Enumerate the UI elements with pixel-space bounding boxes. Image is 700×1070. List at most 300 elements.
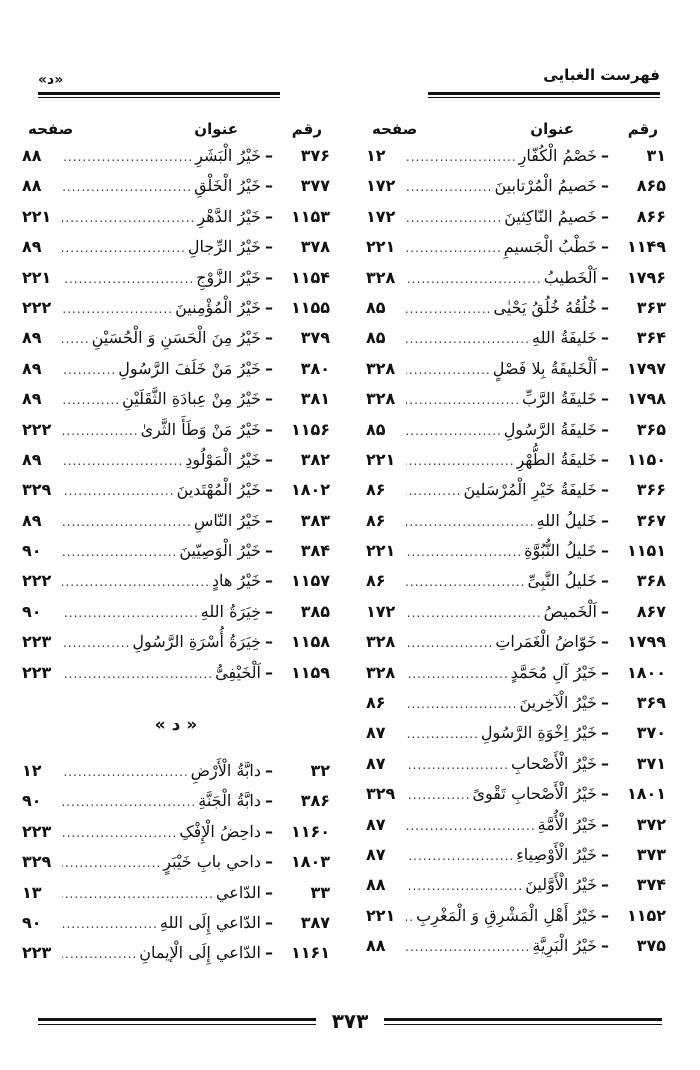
entry-title: خَیْرُ الْأَوْصِیاءِ [516, 844, 597, 864]
leader-dots [62, 332, 90, 346]
entry-title: دابَّةُ الْجَنَّةِ [198, 791, 261, 811]
footer-rule-thin [384, 1024, 662, 1025]
entry-page: ۸۷ [366, 814, 386, 834]
leader-dots [62, 150, 193, 164]
index-entry [22, 298, 330, 328]
entry-number: ۳۷۷ [300, 176, 330, 196]
entry-dash: – [601, 176, 609, 196]
entry-number: ۱۱۴۹ [626, 237, 666, 257]
entry-dash: – [601, 875, 609, 895]
leader-dots [62, 667, 213, 681]
entry-number: ۱۱۵۹ [290, 662, 330, 682]
index-entry [366, 936, 666, 966]
entry-number: ۱۱۵۳ [290, 206, 330, 226]
entry-title: خَیْرُ الْبَرِیَّةِ [532, 936, 597, 956]
index-entry [366, 268, 666, 298]
index-entry [22, 913, 330, 943]
running-header-section-marker: «د» [38, 72, 64, 88]
entry-page: ۲۲۳ [22, 632, 52, 652]
entry-number: ۳۳ [310, 882, 330, 902]
entry-dash: – [265, 791, 273, 811]
entry-number: ۳۶۹ [636, 693, 666, 713]
leader-dots [62, 917, 158, 931]
entry-number: ۳۷۲ [636, 814, 666, 834]
entry-page: ۸۸ [22, 146, 42, 165]
entry-dash: – [265, 328, 273, 348]
index-entry [22, 883, 330, 913]
entry-title: خَیْرُ الْوَصِیّینَ [179, 541, 261, 561]
entry-number: ۳۶۳ [636, 297, 666, 317]
column-header-number: رقم [291, 120, 322, 138]
index-entry [22, 602, 330, 632]
leader-dots [62, 636, 130, 650]
header-rule-thin [428, 97, 660, 98]
entry-dash: – [601, 662, 609, 682]
leader-dots [406, 302, 491, 316]
leader-dots [406, 484, 461, 498]
entry-dash: – [265, 419, 273, 439]
leader-dots [62, 515, 192, 529]
leader-dots [406, 424, 502, 438]
entry-dash: – [601, 419, 609, 439]
entry-page: ۳۲۸ [366, 358, 396, 378]
entry-title: الدّاعي إِلَی اللهِ [159, 912, 261, 932]
entry-page: ۳۲۹ [366, 784, 396, 804]
entry-dash: – [265, 297, 273, 317]
index-entry [22, 663, 330, 693]
leader-dots [406, 454, 515, 468]
entry-page: ۳۲۸ [366, 662, 396, 682]
entry-page: ۹۰ [22, 541, 42, 561]
entry-title: خِیَرَةُ أُسْرَةِ الرَّسُولِ [132, 632, 261, 652]
entry-title: خَیْرُ آلِ مُحَمَّدٍ [510, 662, 597, 682]
entry-title: خَلیفَةُ الرَّبِّ [522, 389, 597, 409]
entry-title: خَصیمُ الْمُرْتابینَ [494, 176, 597, 196]
section-spacer [22, 693, 330, 707]
entry-title: خَیْرُ الرِّجالِ [187, 237, 261, 257]
entry-number: ۳۸۷ [300, 912, 330, 932]
entry-page: ۹۰ [22, 601, 42, 621]
entry-page: ۸۵ [366, 328, 386, 348]
leader-dots [406, 211, 502, 225]
entry-number: ۳۷۳ [636, 844, 666, 864]
entry-dash: – [601, 541, 609, 561]
entry-number: ۳۷۶ [300, 146, 330, 165]
entry-page: ۸۹ [22, 449, 42, 469]
entry-title: خَیْرُ مَنْ خَلَفَ الرَّسُولِ [118, 358, 261, 378]
entry-dash: – [601, 510, 609, 530]
entry-dash: – [265, 761, 273, 781]
entry-number: ۱۱۵۴ [290, 267, 330, 287]
index-entry [366, 480, 666, 510]
leader-dots [406, 393, 520, 407]
entry-title: خَلیلُ النَّبِیِّ [527, 571, 597, 591]
entry-number: ۱۱۶۰ [290, 821, 330, 841]
entry-page: ۱۷۲ [366, 206, 396, 226]
entry-page: ۸۶ [366, 510, 386, 530]
entry-dash: – [265, 662, 273, 682]
entry-number: ۱۸۰۱ [626, 784, 666, 804]
entry-dash: – [601, 267, 609, 287]
entry-title: خَیْرُ الدَّهْرِ [197, 206, 261, 226]
index-entry [366, 906, 666, 936]
entry-page: ۱۷۲ [366, 601, 396, 621]
entry-page: ۲۲۱ [366, 449, 396, 469]
entry-page: ۸۶ [366, 571, 386, 591]
entry-page: ۲۲۱ [22, 267, 52, 287]
entry-title: خَلیفَةُ خَیْرِ الْمُرْسَلینَ [463, 480, 597, 500]
entry-number: ۳۸۳ [300, 510, 330, 530]
index-entry [22, 511, 330, 541]
leader-dots [62, 765, 189, 779]
index-entry [22, 389, 330, 419]
leader-dots [62, 393, 120, 407]
entry-title: اَلْخَطیبُ [543, 267, 597, 287]
entry-dash: – [601, 693, 609, 713]
entry-dash: – [601, 449, 609, 469]
entry-dash: – [601, 237, 609, 257]
entry-number: ۳۷۱ [636, 753, 666, 773]
column-header [22, 118, 330, 146]
leader-dots [62, 424, 139, 438]
entry-number: ۱۱۵۱ [626, 541, 666, 561]
entry-page: ۳۲۹ [22, 852, 52, 872]
leader-dots [406, 332, 530, 346]
entry-number: ۳۶۸ [636, 571, 666, 591]
entry-title: خَیْرُ أَهْلِ الْمَشْرِقِ وَ الْمَغْرِبِ [416, 905, 597, 925]
entry-page: ۸۸ [22, 176, 42, 196]
index-entry [366, 845, 666, 875]
entry-number: ۳۸۰ [300, 358, 330, 378]
entry-page: ۲۲۲ [22, 297, 52, 317]
entry-number: ۱۱۵۰ [626, 449, 666, 469]
entry-dash: – [601, 358, 609, 378]
entry-number: ۸۶۵ [636, 176, 666, 196]
entry-page: ۳۲۸ [366, 267, 396, 287]
entry-number: ۸۶۷ [636, 601, 666, 621]
index-entry [366, 298, 666, 328]
entry-page: ۸۹ [22, 358, 42, 378]
entry-page: ۸۹ [22, 237, 42, 257]
page-number: ۳۷۳ [331, 1009, 369, 1033]
entry-number: ۳۷۰ [636, 723, 666, 743]
left-entry-list [22, 146, 330, 693]
index-entry [22, 450, 330, 480]
entry-dash: – [601, 328, 609, 348]
entry-dash: – [265, 943, 273, 963]
leader-dots [406, 545, 522, 559]
entry-title: خَیْرُ الْآخِرینَ [519, 693, 597, 713]
entry-number: ۳۲ [310, 761, 330, 781]
entry-dash: – [265, 358, 273, 378]
entry-dash: – [601, 206, 609, 226]
footer-rule [384, 1018, 662, 1021]
header-rule-thin [38, 97, 280, 98]
leader-dots [406, 667, 509, 681]
index-entry [22, 328, 330, 358]
index-entry [366, 632, 666, 662]
entry-title: خَیْرُ الزَّوْجِ [196, 267, 261, 287]
entry-page: ۳۲۸ [366, 389, 396, 409]
leader-dots [62, 302, 173, 316]
entry-title: خَیْرُ الْمَوْلُودِ [185, 449, 261, 469]
index-entry [366, 207, 666, 237]
entry-number: ۳۶۵ [636, 419, 666, 439]
leader-dots [62, 241, 186, 255]
entry-dash: – [601, 814, 609, 834]
running-header-title: فهرست الغبایی [543, 66, 660, 84]
index-entry [366, 815, 666, 845]
index-entry [366, 784, 666, 814]
entry-dash: – [265, 632, 273, 652]
leader-dots [406, 727, 479, 741]
entry-dash: – [601, 480, 609, 500]
entry-title: خَیْرُ النّاسِ [193, 510, 261, 530]
entry-page: ۸۸ [366, 875, 386, 895]
entry-title: داحي بابِ خَیْبَرٍ [163, 852, 261, 872]
index-entry [22, 632, 330, 662]
leader-dots [406, 515, 535, 529]
column-header-page: صفحه [28, 120, 74, 138]
entry-page: ۹۰ [22, 791, 42, 811]
entry-number: ۳۸۵ [300, 601, 330, 621]
entry-page: ۸۹ [22, 510, 42, 530]
entry-page: ۳۲۹ [22, 480, 52, 500]
leader-dots [62, 454, 183, 468]
entry-dash: – [601, 146, 609, 165]
entry-page: ۱۷۲ [366, 176, 396, 196]
index-entry [366, 146, 666, 176]
entry-page: ۲۲۳ [22, 662, 52, 682]
entry-dash: – [265, 449, 273, 469]
entry-title: خَیْرُ الْبَشَرِ [195, 146, 261, 165]
entry-dash: – [601, 601, 609, 621]
entry-number: ۳۶۴ [636, 328, 666, 348]
index-entry [366, 663, 666, 693]
leader-dots [62, 484, 175, 498]
entry-title: خَیْرُ مِنْ عِبادَةِ الثَّقَلَیْنِ [122, 389, 261, 409]
index-entry [22, 146, 330, 176]
entry-title: دابَّةُ الْأَرْضِ [190, 761, 261, 781]
entry-number: ۸۶۶ [636, 206, 666, 226]
leader-dots [406, 363, 491, 377]
entry-number: ۳۱ [646, 146, 666, 165]
leader-dots [406, 636, 493, 650]
entry-title: خَصْمُ الْکُفّارِ [518, 146, 597, 165]
entry-title: خَیْرُ الْأُمَّةِ [537, 814, 597, 834]
entry-number: ۱۷۹۶ [626, 267, 666, 287]
column-header [366, 118, 666, 146]
entry-title: خَلیفَةُ الطُّهْرِ [516, 449, 597, 469]
leader-dots [62, 606, 199, 620]
entry-page: ۲۲۳ [22, 943, 52, 963]
column-header-title: عنوان [530, 120, 574, 138]
entry-title: خَلیفَةُ الرَّسُولِ [503, 419, 597, 439]
entry-number: ۳۸۲ [300, 449, 330, 469]
footer-rule [38, 1018, 316, 1021]
entry-page: ۸۹ [22, 389, 42, 409]
leader-dots [406, 788, 471, 802]
leader-dots [62, 545, 177, 559]
entry-page: ۱۲ [22, 761, 42, 781]
entry-dash: – [601, 297, 609, 317]
index-entry [366, 541, 666, 571]
entry-page: ۸۷ [366, 723, 386, 743]
entry-dash: – [601, 723, 609, 743]
leader-dots [62, 887, 214, 901]
entry-title: داحِضُ الْإِفْکِ [179, 821, 261, 841]
index-entry [22, 359, 330, 389]
entry-number: ۱۷۹۹ [626, 632, 666, 652]
index-entry [366, 420, 666, 450]
entry-page: ۱۲ [366, 146, 386, 165]
entry-dash: – [265, 912, 273, 932]
entry-page: ۱۳ [22, 882, 42, 902]
index-entry [22, 207, 330, 237]
entry-dash: – [265, 821, 273, 841]
index-entry [22, 176, 330, 206]
entry-page: ۲۲۱ [366, 541, 396, 561]
index-entry [366, 571, 666, 601]
entry-title: خُلُقُهُ خُلُقُ یَحْیٰی [493, 297, 597, 317]
index-entry [366, 602, 666, 632]
entry-title: اَلْخَیْفِیُّ [215, 662, 261, 682]
header-rule [428, 92, 660, 95]
entry-number: ۱۱۶۱ [290, 943, 330, 963]
entry-title: خَلیلُ النُّبُوَّةِ [524, 541, 597, 561]
right-entry-list [366, 146, 666, 967]
leader-dots [62, 180, 192, 194]
entry-dash: – [265, 541, 273, 561]
index-column-left [22, 118, 330, 974]
entry-number: ۱۸۰۲ [290, 480, 330, 500]
column-header-page: صفحه [372, 120, 418, 138]
leader-dots [62, 272, 194, 286]
entry-title: خَیْرُ الْخَلْقِ [194, 176, 261, 196]
entry-dash: – [601, 905, 609, 925]
entry-dash: – [265, 510, 273, 530]
entry-title: اَلْخَمیصُ [543, 601, 597, 621]
index-entry [366, 693, 666, 723]
entry-page: ۸۶ [366, 480, 386, 500]
entry-title: خَلیلُ اللهِ [536, 510, 597, 530]
leader-dots [406, 150, 517, 164]
header-rule [38, 92, 280, 95]
entry-title: اَلْخَلیفَةُ بِلا فَصْلٍ [492, 358, 597, 378]
entry-page: ۸۹ [22, 328, 42, 348]
entry-page: ۸۵ [366, 297, 386, 317]
leader-dots [62, 947, 137, 961]
index-entry [366, 875, 666, 905]
entry-dash: – [265, 601, 273, 621]
entry-title: خَیْرُ الْأَصْحابِ [510, 753, 597, 773]
index-entry [22, 943, 330, 973]
entry-title: خَیْرُ الْأَصْحابِ تَقْوىً [472, 784, 597, 804]
leader-dots [62, 856, 161, 870]
entry-page: ۳۲۸ [366, 632, 396, 652]
entry-dash: – [265, 267, 273, 287]
index-entry [22, 571, 330, 601]
entry-page: ۹۰ [22, 912, 42, 932]
leader-dots [406, 819, 536, 833]
entry-title: خَیْرُ مَنْ وَطَأَ الثَّرىٰ [140, 419, 261, 439]
index-entry [366, 237, 666, 267]
entry-dash: – [601, 936, 609, 956]
entry-dash: – [601, 571, 609, 591]
entry-number: ۱۸۰۰ [626, 662, 666, 682]
entry-page: ۲۲۱ [22, 206, 52, 226]
entry-dash: – [265, 882, 273, 902]
index-entry [366, 723, 666, 753]
leader-dots [406, 879, 523, 893]
entry-dash: – [265, 206, 273, 226]
entry-title: خَطْبُ الْجَسیمِ [503, 237, 597, 257]
entry-title: خَیْرُ الْمُهْتَدینَ [176, 480, 261, 500]
entry-number: ۱۷۹۸ [626, 389, 666, 409]
column-header-title: عنوان [194, 120, 238, 138]
entry-number: ۱۱۵۵ [290, 297, 330, 317]
leader-dots [62, 575, 210, 589]
leader-dots [62, 211, 195, 225]
index-entry [366, 389, 666, 419]
index-entry [22, 791, 330, 821]
index-entry [366, 359, 666, 389]
entry-title: خَوّاضُ الْغَمَراتِ [495, 632, 597, 652]
leader-dots [406, 241, 502, 255]
entry-page: ۸۷ [366, 753, 386, 773]
entry-dash: – [265, 146, 273, 165]
index-entry [22, 268, 330, 298]
leader-dots [406, 758, 509, 772]
index-column-right [366, 118, 666, 967]
entry-page: ۸۷ [366, 844, 386, 864]
entry-number: ۱۸۰۳ [290, 852, 330, 872]
index-entry [22, 237, 330, 267]
leader-dots [406, 575, 525, 589]
entry-page: ۸۵ [366, 419, 386, 439]
entry-title: خَیْرُ هادٍ [211, 571, 261, 591]
leader-dots [406, 697, 517, 711]
leader-dots [406, 910, 414, 924]
entry-page: ۲۲۳ [22, 821, 52, 841]
entry-title: خَلیفَةُ اللهِ [532, 328, 597, 348]
section-heading-dal: « د » [154, 715, 198, 736]
entry-dash: – [265, 237, 273, 257]
entry-dash: – [265, 571, 273, 591]
entry-dash: – [601, 784, 609, 804]
entry-page: ۲۲۲ [22, 419, 52, 439]
entry-number: ۳۶۷ [636, 510, 666, 530]
entry-number: ۱۱۵۸ [290, 632, 330, 652]
entry-number: ۳۸۱ [300, 389, 330, 409]
entry-number: ۳۶۶ [636, 480, 666, 500]
entry-dash: – [601, 753, 609, 773]
leader-dots [406, 849, 514, 863]
entry-title: خَیْرُ الْمُؤْمِنینَ [175, 297, 261, 317]
index-entry [22, 541, 330, 571]
leader-dots [406, 272, 542, 286]
entry-dash: – [601, 844, 609, 864]
leader-dots [406, 940, 530, 954]
entry-number: ۳۸۴ [300, 541, 330, 561]
footer-rule-thin [38, 1024, 316, 1025]
entry-title: خَیْرُ مِنَ الْحَسَنِ وَ الْحُسَیْنِ [91, 328, 261, 348]
leader-dots [62, 826, 177, 840]
entry-number: ۳۷۵ [636, 936, 666, 956]
index-entry [366, 328, 666, 358]
entry-number: ۱۱۵۶ [290, 419, 330, 439]
index-entry [22, 420, 330, 450]
